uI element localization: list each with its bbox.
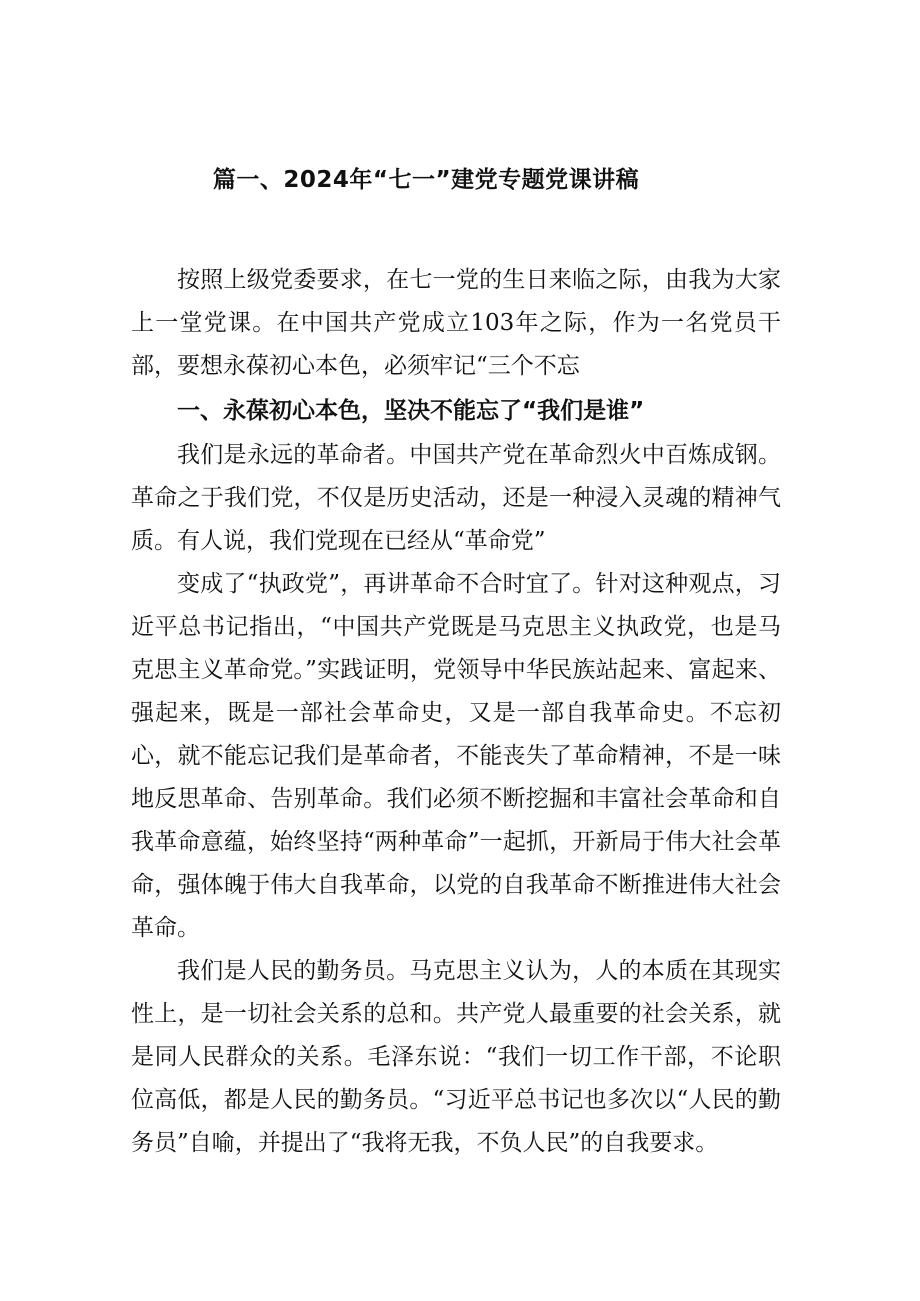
intro-paragraph: 按照上级党委要求，在七一党的生日来临之际，由我为大家上一堂党课。在中国共产党成立103年之际，作为一名党员干部，要想永葆初心本色，必须牢记“三个不忘: [131, 267, 781, 379]
body-paragraph: 变成了“执政党”，再讲革命不合时宜了。针对这种观点，习近平总书记指出，“中国共产党既是马克思主义执政党，也是马克思主义革命党。”实践证明，党领导中华民族站起来、富起来、强起来，既是一部社会革命史，又是一部自我革命史。不忘初心，就不能忘记我们是革命者，不能丧失了革命精神，不是一味地反思革命、告别革命。我们必须不断挖掘和丰富社会革命和自我革命意蕴，始终坚持“两种革命”一起抓，开新局于伟大社会革命，强体魄于伟大自我革命，以党的自我革命不断推进伟大社会革命。: [131, 571, 781, 941]
document-body: [131, 259, 781, 1165]
body-paragraph: 我们是永远的革命者。中国共产党在革命烈火中百炼成钢。革命之于我们党，不仅是历史活动，还是一种浸入灵魂的精神气质。有人说，我们党现在已经从“革命党”: [131, 442, 781, 554]
section-heading: 一、永葆初心本色，坚决不能忘了“我们是谁”: [177, 398, 645, 424]
document-title: 篇一、2024年“七一”建党专题党课讲稿: [212, 167, 640, 193]
body-paragraph: 我们是人民的勤务员。马克思主义认为，人的本质在其现实性上，是一切社会关系的总和。共产党人最重要的社会关系，就是同人民群众的关系。毛泽东说：“我们一切工作干部，不论职位高低，都是人民的勤务员。“习近平总书记也多次以“人民的勤务员”自喻，并提出了“我将无我，不负人民”的自我要求。: [131, 958, 781, 1156]
